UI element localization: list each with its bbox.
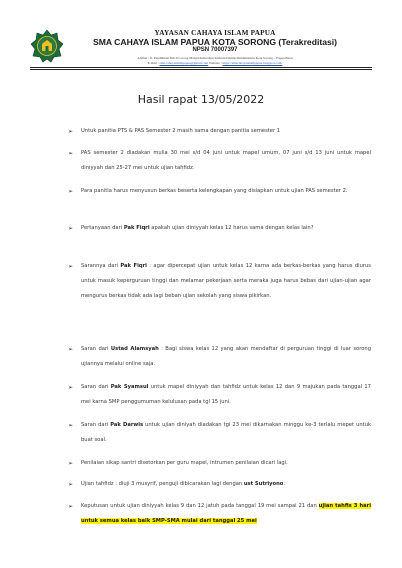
arrow-bullet-icon: ➢ <box>68 225 74 232</box>
arrow-bullet-icon: ➢ <box>68 460 74 467</box>
arrow-bullet-icon: ➢ <box>68 481 74 488</box>
list-item: ➢ Sarannya dari Pak Fiqri : agar dipercepat ujian untuk kelas 12 karna ada berkas-berkas yang harus diurus untuk masuk keperguruan tinggi dan melamar pekerjaan serta meraka juga harus bebas dari ujian-ujian agar mengurus berkas tidak ada lagi beban ujian sekolah yang siswa pikirkan. <box>81 259 371 304</box>
arrow-bullet-icon: ➢ <box>68 150 74 157</box>
school-name: SMA CAHAYA ISLAM PAPUA KOTA SORONG (Terakreditasi) <box>93 37 337 47</box>
school-address: Alamat : Jl. Pendidikan Km.9 Lorong Masjid Kelurahan Klabulu Distrik Malaimsimsa Kota Sorong – Papua Barat <box>137 56 293 60</box>
highlighted-decision: ujian tahfis 3 hari untuk semua kelas baik SMP-SMA mulai dari tanggal 25 mei <box>81 503 371 524</box>
npsn: NPSN 70007397 <box>192 47 238 53</box>
header-rule-thick <box>30 67 372 68</box>
school-crest-logo <box>30 29 64 63</box>
website-link[interactable]: https://smacahayaislampapua.blogspot.com/ <box>222 61 283 65</box>
list-item: ➢ Saran dari Pak Darwis untuk ujian diniyah diadakan tgl 23 mei dikarnakan minggu ke-3 terlalu mepet untuk buat soal. <box>81 418 371 448</box>
list-item: ➢ Penilaian sikap santri disetorkan per guru mapel, intrumen penilaian dicari lagi. <box>81 456 371 471</box>
list-item: ➢ Ujian tahfidz : diuji 3 musyrif, penguji dibicarakan lagi dengan ust Sutriyono. <box>81 477 371 492</box>
website-label: Website : <box>209 61 222 65</box>
arrow-bullet-icon: ➢ <box>68 188 74 195</box>
arrow-bullet-icon: ➢ <box>68 503 74 510</box>
arrow-bullet-icon: ➢ <box>68 384 74 391</box>
list-item: ➢ Para panitia harus menyusun berkas beserta kelengkapan yang disiapkan untuk ujian PAS semester 2. <box>81 184 371 199</box>
list-item: ➢ Saran dari Pak Syamsul untuk mapel diniyyah dan tahfidz untuk kelas 12 dan 9 majukan pada tanggal 17 mei karna SMP penggumuman kelulusan pada tgl 15 juni. <box>81 380 371 410</box>
arrow-bullet-icon: ➢ <box>68 422 74 429</box>
header-rule-thin <box>30 69 372 70</box>
list-item: ➢ PAS semester 2 diadakan mulia 30 mei s/d 04 juni untuk mapel umum, 07 juni s/d 13 juni untuk mapel diniyyah dan 25-27 mei untuk ujian tahfidz. <box>81 146 371 176</box>
list-item: ➢ Keputusan untuk ujian diniyyah kelas 9 dan 12 jatuh pada tanggal 19 mei sampai 21 dan ujian tahfis 3 hari untuk semua kelas baik SMP-SMA mulai dari tanggal 25 mei <box>81 499 371 529</box>
email-link[interactable]: sma.cahayaislampapua@gmail.com <box>159 61 209 65</box>
foundation-name: YAYASAN CAHAYA ISLAM PAPUA <box>154 29 276 37</box>
email-label: E-mail : <box>147 61 159 65</box>
arrow-bullet-icon: ➢ <box>68 346 74 353</box>
document-title: Hasil rapat 13/05/2022 <box>137 93 265 106</box>
arrow-bullet-icon: ➢ <box>68 263 74 270</box>
list-item: ➢ Saran dari Ustad Alamsyah : Bagi siswa kelas 12 yang akan mendaftar di perguruan tinggi di luar sorong ujiannya melalui online saja. <box>81 342 371 372</box>
contact-line <box>60 61 370 65</box>
list-item: ➢ Pertanyaan dari Pak Fiqri apakah ujian diniyyah kelas 12 harus sama dengan kelas lain? <box>81 221 371 236</box>
list-item: ➢ Untuk panitia PTS & PAS Semester 2 masih sama dengan panitia semester 1 <box>81 124 371 139</box>
arrow-bullet-icon: ➢ <box>68 128 74 135</box>
